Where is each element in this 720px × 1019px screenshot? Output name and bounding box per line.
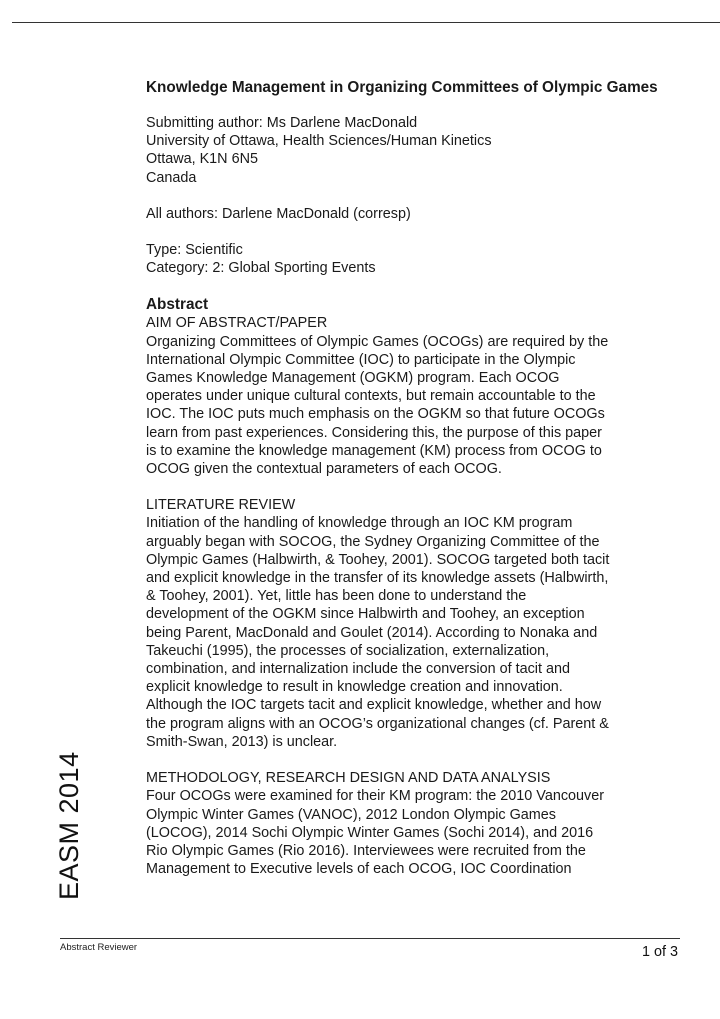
section-text-line: Initiation of the handling of knowledge through an IOC KM program <box>146 515 573 532</box>
section-text-line: & Toohey, 2001). Yet, little has been done to understand the <box>146 588 527 605</box>
abstract-heading: Abstract <box>146 296 209 314</box>
abstract-sections <box>146 314 666 878</box>
author-block <box>146 114 666 187</box>
paper-category: Category: 2: Global Sporting Events <box>146 260 376 277</box>
section-text-line: International Olympic Committee (IOC) to participate in the Olympic <box>146 351 576 368</box>
section-text-line: being Parent, MacDonald and Goulet (2014). According to Nonaka and <box>146 624 598 641</box>
section-text-line: Takeuchi (1995), the processes of socialization, externalization, <box>146 642 550 659</box>
footer-rule <box>60 938 680 939</box>
section-heading: LITERATURE REVIEW <box>146 497 296 514</box>
all-authors: All authors: Darlene MacDonald (corresp) <box>146 205 411 222</box>
section-text-line: and explicit knowledge in the transfer of its knowledge assets (Halbwirth, <box>146 570 609 587</box>
section-text-line: explicit knowledge to result in knowledge creation and innovation. <box>146 679 563 696</box>
section-text-line: operates under unique cultural contexts, but remain accountable to the <box>146 388 596 405</box>
section-text-line: Organizing Committees of Olympic Games (OCOGs) are required by the <box>146 333 609 350</box>
side-label: EASM 2014 <box>54 751 84 900</box>
abstract-section <box>146 769 666 878</box>
city-postal: Ottawa, K1N 6N5 <box>146 151 258 168</box>
type-block <box>146 241 666 277</box>
section-text-line: OCOG given the contextual parameters of each OCOG. <box>146 461 502 478</box>
submitting-author: Submitting author: Ms Darlene MacDonald <box>146 115 418 131</box>
section-text-line: the program aligns with an OCOG’s organizational changes (cf. Parent & <box>146 715 609 732</box>
section-text-line: combination, and internalization include the conversion of tacit and <box>146 661 570 678</box>
section-text-line: is to examine the knowledge management (KM) process from OCOG to <box>146 442 602 459</box>
affiliation: University of Ottawa, Health Sciences/Human Kinetics <box>146 133 492 150</box>
section-text-line: Rio Olympic Games (Rio 2016). Interviewees were recruited from the <box>146 842 586 859</box>
abstract-section <box>146 314 666 478</box>
abstract-section <box>146 496 666 751</box>
paper-type: Type: Scientific <box>146 242 243 259</box>
section-text-line: Olympic Winter Games (VANOC), 2012 London Olympic Games <box>146 806 556 823</box>
section-text-line: learn from past experiences. Considering this, the purpose of this paper <box>146 424 602 441</box>
section-text-line: Four OCOGs were examined for their KM program: the 2010 Vancouver <box>146 788 605 805</box>
top-rule <box>12 22 720 23</box>
document-body <box>146 78 666 896</box>
country: Canada <box>146 169 197 186</box>
paper-title: Knowledge Management in Organizing Committees of Olympic Games <box>146 79 658 96</box>
section-text-line: Management to Executive levels of each OCOG, IOC Coordination <box>146 861 572 878</box>
footer-reviewer-label: Abstract Reviewer <box>60 942 138 953</box>
section-text-line: Although the IOC targets tacit and explicit knowledge, whether and how <box>146 697 602 714</box>
section-heading: AIM OF ABSTRACT/PAPER <box>146 315 328 332</box>
section-text-line: arguably began with SOCOG, the Sydney Organizing Committee of the <box>146 533 600 550</box>
section-text-line: IOC. The IOC puts much emphasis on the OGKM so that future OCOGs <box>146 406 605 423</box>
section-text-line: (LOCOG), 2014 Sochi Olympic Winter Games (Sochi 2014), and 2016 <box>146 824 594 841</box>
section-heading: METHODOLOGY, RESEARCH DESIGN AND DATA ANALYSIS <box>146 770 551 787</box>
section-text-line: Games Knowledge Management (OGKM) program. Each OCOG <box>146 370 560 387</box>
section-text-line: development of the OGKM since Halbwirth and Toohey, an exception <box>146 606 585 623</box>
section-text-line: Smith-Swan, 2013) is unclear. <box>146 733 338 750</box>
page-number: 1 of 3 <box>641 944 678 960</box>
section-text-line: Olympic Games (Halbwirth, & Toohey, 2001). SOCOG targeted both tacit <box>146 551 610 568</box>
